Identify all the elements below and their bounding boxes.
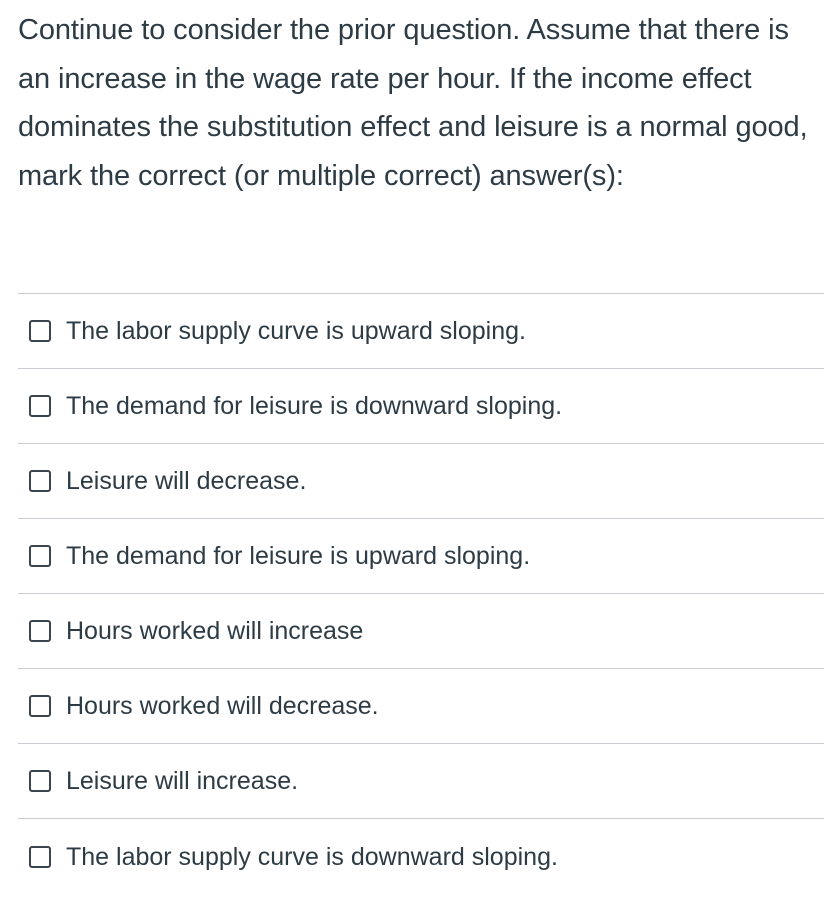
answer-option-5[interactable] — [18, 594, 824, 669]
answer-option-2[interactable] — [18, 369, 824, 444]
answer-label: Leisure will decrease. — [66, 467, 307, 495]
answer-option-1[interactable] — [18, 294, 824, 369]
checkbox[interactable] — [29, 320, 51, 342]
answer-label: The labor supply curve is downward sloping. — [66, 842, 558, 871]
checkbox[interactable] — [29, 695, 51, 717]
answer-option-4[interactable] — [18, 519, 824, 594]
answer-label: The demand for leisure is downward sloping. — [66, 392, 563, 420]
answer-option-8[interactable] — [18, 819, 824, 894]
checkbox[interactable] — [29, 846, 51, 868]
answer-label: Leisure will increase. — [66, 767, 299, 795]
checkbox[interactable] — [29, 395, 51, 417]
checkbox[interactable] — [29, 545, 51, 567]
checkbox[interactable] — [29, 620, 51, 642]
answer-label: Hours worked will decrease. — [66, 692, 379, 720]
answer-option-3[interactable] — [18, 444, 824, 519]
answer-option-7[interactable] — [18, 744, 824, 819]
answer-list — [18, 293, 824, 894]
checkbox[interactable] — [29, 770, 51, 792]
answer-label: The labor supply curve is upward sloping. — [66, 317, 526, 345]
answer-label: The demand for leisure is upward sloping. — [66, 542, 531, 570]
question-text: Continue to consider the prior question. Assume that there is an increase in the wage rate per hour. If the income effect dominates the substitution effect and leisure is a normal good, mark the correct (or multiple correct) answer(s): — [18, 14, 808, 192]
answer-label: Hours worked will increase — [66, 617, 364, 645]
checkbox[interactable] — [29, 470, 51, 492]
answer-option-6[interactable] — [18, 669, 824, 744]
